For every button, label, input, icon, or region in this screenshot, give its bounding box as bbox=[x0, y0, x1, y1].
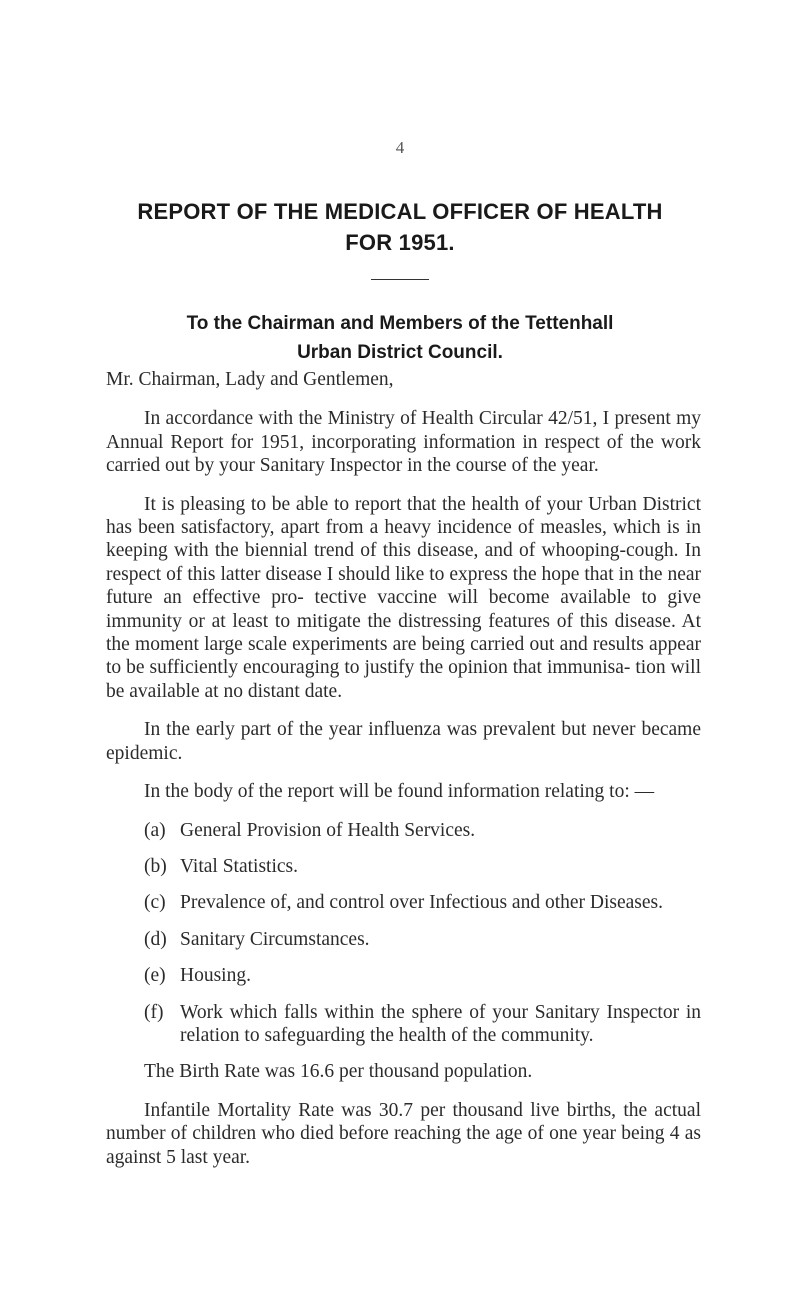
report-body bbox=[106, 368, 701, 1184]
list-item-marker: (c) bbox=[144, 892, 166, 914]
page-number: 4 bbox=[395, 138, 405, 157]
paragraph-influenza: In the early part of the year influenza was prevalent but never became epidemic. bbox=[106, 719, 701, 764]
salutation: Mr. Chairman, Lady and Gentlemen, bbox=[106, 369, 394, 390]
list-item-text: Vital Statistics. bbox=[180, 855, 298, 877]
report-title bbox=[60, 196, 740, 258]
report-title-line-2: FOR 1951. bbox=[345, 230, 455, 255]
list-item-marker: (b) bbox=[144, 855, 167, 877]
list-item bbox=[106, 1001, 701, 1048]
list-item bbox=[106, 891, 701, 914]
report-contents-list bbox=[106, 819, 701, 1048]
list-item-marker: (d) bbox=[144, 928, 167, 950]
paragraph-birth-rate: The Birth Rate was 16.6 per thousand population. bbox=[144, 1061, 533, 1083]
addressee-line-1: To the Chairman and Members of the Tettenhall bbox=[186, 313, 614, 334]
list-item-marker: (f) bbox=[144, 1001, 164, 1023]
list-item-text: Prevalence of, and control over Infectious and other Diseases. bbox=[180, 892, 663, 914]
paragraph-health-status: It is pleasing to be able to report that the health of your Urban District has been satisfactory, apart from a heavy incidence of measles, which is in keeping with the biennial trend of this disease, and of whooping-cough. In respect of this latter disease I should like to express the hope that in the near future an effective pro- tective vaccine will become available to give immunity or at least to mitigate the distressing features of this disease. At the moment large scale experiments are being carried out and results appear to be sufficiently encouraging to justify the opinion that immunisa- tion will be available at no distant date. bbox=[106, 493, 701, 702]
paragraph-information-intro: In the body of the report will be found information relating to: — bbox=[144, 781, 655, 803]
title-divider bbox=[371, 279, 429, 280]
list-item-text: General Provision of Health Services. bbox=[180, 819, 476, 841]
list-item bbox=[106, 855, 701, 878]
report-title-line-1: REPORT OF THE MEDICAL OFFICER OF HEALTH bbox=[137, 199, 663, 224]
list-item-marker: (e) bbox=[144, 965, 166, 987]
list-item-marker: (a) bbox=[144, 819, 166, 841]
list-item-text: Work which falls within the sphere of your Sanitary Inspector in relation to safeguarding the health of the community. bbox=[180, 1001, 701, 1046]
addressee-heading bbox=[100, 309, 700, 367]
list-item-text: Housing. bbox=[180, 965, 251, 987]
paragraph-infantile-mortality: Infantile Mortality Rate was 30.7 per thousand live births, the actual number of children who died before reaching the age of one year being 4 as against 5 last year. bbox=[106, 1099, 701, 1168]
addressee-line-2: Urban District Council. bbox=[297, 342, 503, 363]
list-item-text: Sanitary Circumstances. bbox=[180, 928, 370, 950]
list-item bbox=[106, 819, 701, 842]
list-item bbox=[106, 928, 701, 951]
list-item bbox=[106, 964, 701, 987]
paragraph-circular: In accordance with the Ministry of Health Circular 42/51, I present my Annual Report for 1951, incorporating information in respect of the work carried out by your Sanitary Inspector in the course of the year. bbox=[106, 408, 701, 477]
